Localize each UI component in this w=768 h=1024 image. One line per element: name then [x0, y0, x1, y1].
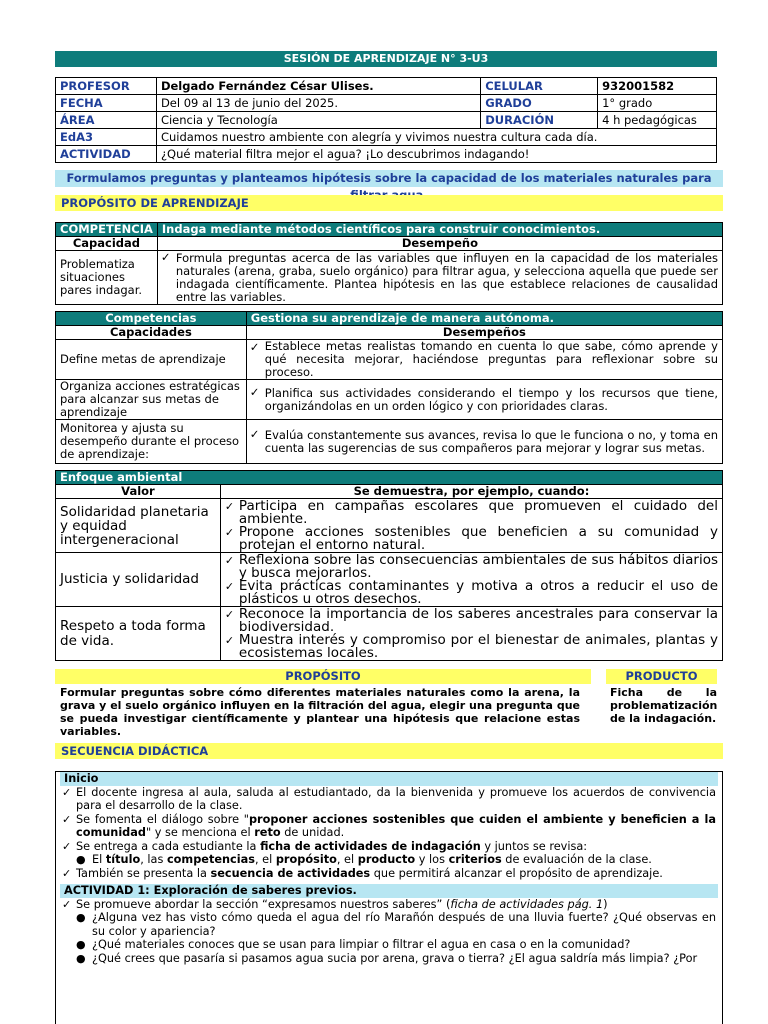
inicio-item-1: ✓ El docente ingresa al aula, saluda al estudiantado, da la bienvenida y promueve los acuerdos de convivencia para el desarrollo de la clase. — [62, 786, 716, 813]
demuestra-item: ✓ Evita prácticas contaminantes y motiva a otros a reducir el uso de plásticos u otros desechos. — [225, 580, 718, 606]
actividad-value: ¿Qué material filtra mejor el agua? ¡Lo descubrimos indagando! — [156, 146, 716, 163]
session-title: SESIÓN DE APRENDIZAJE N° 3-U3 — [55, 51, 717, 67]
capacidad-row-3: Monitorea y ajusta su desempeño durante el proceso de aprendizaje: — [56, 420, 247, 464]
demuestra-row-3 — [220, 607, 722, 661]
competencias-label: Competencias — [56, 312, 247, 326]
capacidades-header: Capacidades — [56, 326, 247, 340]
desempeno-row-2 — [246, 380, 722, 420]
proposito-text: Formular preguntas sobre cómo diferentes materiales naturales como la arena, la grava y el suelo orgánico influyen en la filtración del agua, elegir una pregunta que se pueda investigar científicamente y plantear una hipótesis que relacione estas variables. — [60, 686, 580, 738]
demuestra-item: ✓ Propone acciones sostenibles que beneficien a su comunidad y protejan el entorno natural. — [225, 526, 718, 552]
competencia-label: COMPETENCIA — [56, 223, 158, 237]
actividad-label: ACTIVIDAD — [56, 146, 157, 163]
profesor-value: Delgado Fernández César Ulises. — [156, 78, 480, 95]
actividad1-question-1: ● ¿Alguna vez has visto cómo queda el agua del río Marañón después de una lluvia fuerte? ¿Qué observas en su color y apariencia? — [62, 911, 716, 938]
competencia-table — [55, 222, 723, 305]
session-banner: Formulamos preguntas y planteamos hipótesis sobre la capacidad de los materiales naturales para — [55, 170, 723, 187]
info-table — [55, 77, 717, 163]
producto-text: Ficha de la problematización de la indagación. — [610, 686, 718, 725]
demuestra-item: ✓ Reflexiona sobre las consecuencias ambientales de sus hábitos diarios y busca mejorarlos. — [225, 554, 718, 580]
desempeno-row-2-text: Planifica sus actividades considerando el tiempo y los recursos que tiene, organizándolas en un orden lógico y con prioridades claras. — [264, 385, 718, 413]
eda-label: EdA3 — [56, 129, 157, 146]
demuestra-row-2 — [220, 553, 722, 607]
capacidad-cell: Problematiza situaciones pares indagar. — [56, 251, 158, 305]
demuestra-header: Se demuestra, por ejemplo, cuando: — [220, 485, 722, 499]
capacidad-row-1: Define metas de aprendizaje — [56, 340, 247, 380]
actividad1-item: ✓ Se promueve abordar la sección “expresamos nuestros saberes” (ficha de actividades pág. 1) — [62, 898, 716, 912]
competencias-title: Gestiona su aprendizaje de manera autónoma. — [246, 312, 722, 326]
proposito-heading: PROPÓSITO DE APRENDIZAJE — [55, 195, 723, 211]
secuencia-heading: SECUENCIA DIDÁCTICA — [55, 743, 723, 759]
inicio-item-2: ✓ Se fomenta el diálogo sobre "proponer acciones sostenibles que cuiden el ambiente y beneficien a la comunidad" y se menciona el reto de unidad. — [62, 813, 716, 840]
actividad1-question-2: ● ¿Qué materiales conoces que se usan para limpiar o filtrar el agua en casa o en la comunidad? — [62, 938, 716, 952]
proposito-label: PROPÓSITO — [55, 669, 591, 684]
enfoque-table — [55, 470, 723, 661]
grado-label: GRADO — [481, 95, 598, 112]
eda-value: Cuidamos nuestro ambiente con alegría y vivimos nuestra cultura cada día. — [156, 129, 716, 146]
actividad1-label: ACTIVIDAD 1: Exploración de saberes previos. — [60, 884, 718, 898]
valor-header: Valor — [56, 485, 221, 499]
desempeno-row-1-text: Establece metas realistas tomando en cuenta lo que sabe, cómo aprende y qué necesita mejorar, haciéndose preguntas para reflexionar sobre su proceso. — [264, 339, 718, 379]
inicio-item-4: ✓ También se presenta la secuencia de actividades que permitirá alcanzar el propósito de aprendizaje. — [62, 867, 716, 881]
inicio-label: Inicio — [60, 772, 718, 786]
desempeno-row-3-text: Evalúa constantemente sus avances, revisa lo que le funciona o no, y toma en cuenta las sugerencias de sus compañeros para mejorar y lograr sus metas. — [264, 427, 718, 455]
valor-row-2: Justicia y solidaridad — [56, 553, 221, 607]
enfoque-label: Enfoque ambiental — [56, 471, 723, 485]
gestiona-table — [55, 311, 723, 464]
check-icon: ✓ — [249, 427, 260, 441]
desempeno-row-3 — [246, 420, 722, 464]
capacidad-row-2: Organiza acciones estratégicas para alcanzar sus metas de aprendizaje — [56, 380, 247, 420]
grado-value: 1° grado — [598, 95, 717, 112]
demuestra-item: ✓ Participa en campañas escolares que promueven el cuidado del ambiente. — [225, 500, 718, 526]
valor-row-3: Respeto a toda forma de vida. — [56, 607, 221, 661]
fecha-value: Del 09 al 13 de junio del 2025. — [156, 95, 480, 112]
celular-value: 932001582 — [598, 78, 717, 95]
profesor-label: PROFESOR — [56, 78, 157, 95]
desempeno-text: Formula preguntas acerca de las variables que influyen en la capacidad de los materiales naturales (arena, graba, suelo orgánico) para filtrar agua, y selecciona aquella que puede ser indagada científicamente. Plantea hipótesis en las que establece relaciones de causalidad entre las variables. — [175, 250, 718, 304]
duracion-value: 4 h pedagógicas — [598, 112, 717, 129]
secuencia-box — [55, 771, 723, 1024]
capacidad-header: Capacidad — [56, 237, 158, 251]
demuestra-row-1 — [220, 499, 722, 553]
check-icon: ✓ — [160, 250, 171, 264]
competencia-title: Indaga mediante métodos científicos para construir conocimientos. — [157, 223, 722, 237]
celular-label: CELULAR — [481, 78, 598, 95]
duracion-label: DURACIÓN — [481, 112, 598, 129]
desempenos-header: Desempeños — [246, 326, 722, 340]
fecha-label: FECHA — [56, 95, 157, 112]
producto-label: PRODUCTO — [606, 669, 717, 684]
inicio-subitem: ● El título, las competencias, el propósito, el producto y los criterios de evaluación de la clase. — [62, 853, 716, 867]
demuestra-item: ✓ Reconoce la importancia de los saberes ancestrales para conservar la biodiversidad. — [225, 608, 718, 634]
demuestra-item: ✓ Muestra interés y compromiso por el bienestar de animales, plantas y ecosistemas locales. — [225, 634, 718, 660]
check-icon: ✓ — [249, 340, 260, 354]
desempeno-cell — [157, 251, 722, 305]
desempeno-header: Desempeño — [157, 237, 722, 251]
actividad1-question-3: ● ¿Qué crees que pasaría si pasamos agua sucia por arena, grava o tierra? ¿El agua saldría más limpia? ¿Por — [62, 952, 716, 966]
inicio-item-3: ✓ Se entrega a cada estudiante la ficha de actividades de indagación y juntos se revisa: — [62, 840, 716, 854]
valor-row-1: Solidaridad planetaria y equidad intergeneracional — [56, 499, 221, 553]
check-icon: ✓ — [249, 385, 260, 399]
desempeno-row-1 — [246, 340, 722, 380]
area-label: ÁREA — [56, 112, 157, 129]
area-value: Ciencia y Tecnología — [156, 112, 480, 129]
